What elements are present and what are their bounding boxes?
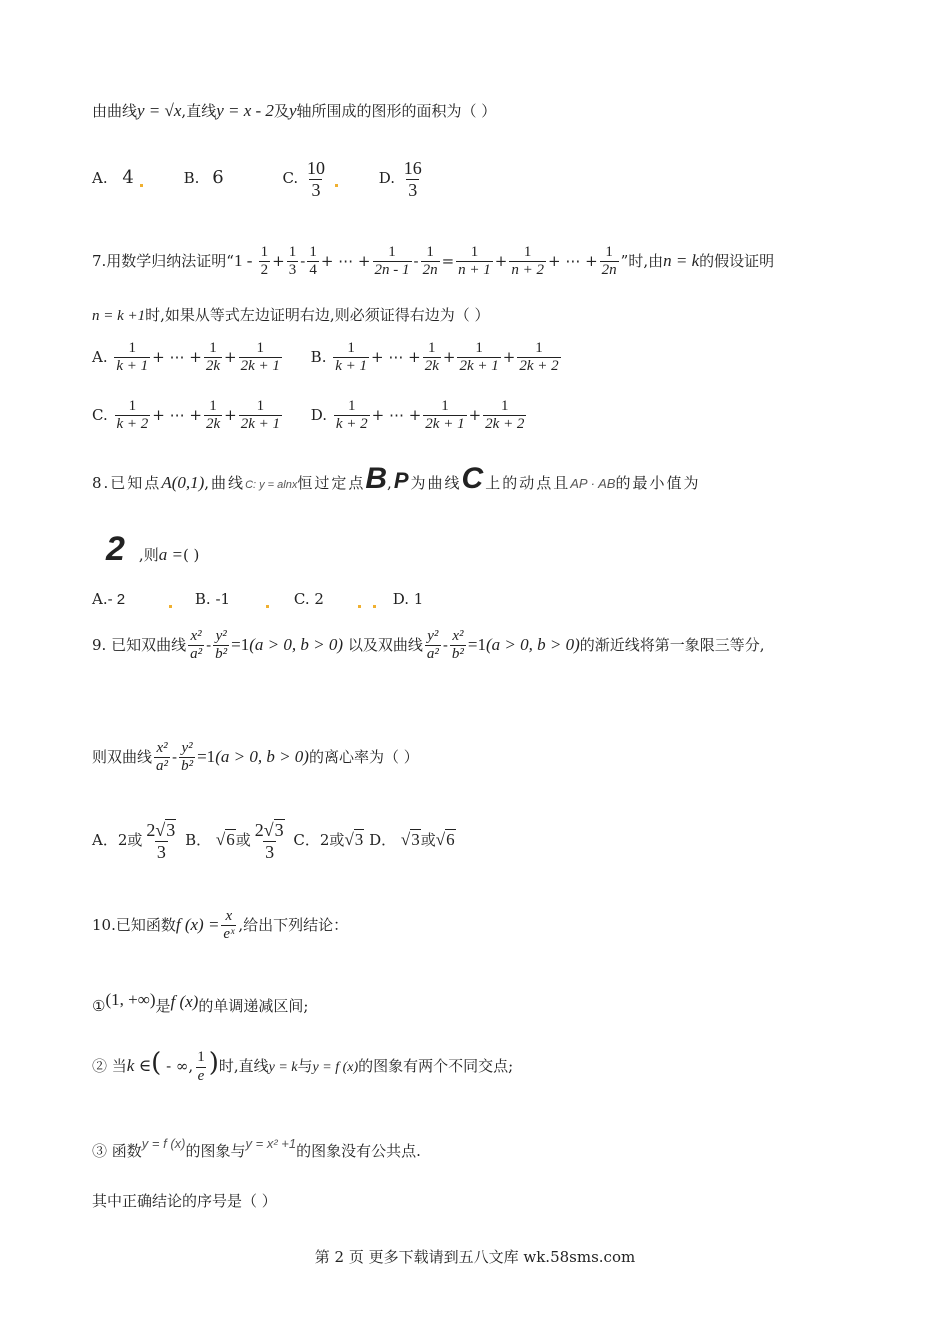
q10-final: 其中正确结论的序号是（ ） [92,1192,277,1210]
page-footer: 第 2 页 更多下载请到五八文库 wk.58sms.com [314,1248,636,1266]
q10-conclusion-3: ③ 函数y = f (x)的图象与y = x² +1的图象没有公共点. [92,1136,421,1160]
q6-stem: 由曲线y = √x,直线y = x - 2及y轴所围成的图形的面积为（ ） [92,101,497,120]
q6-options: A. 4 B. 6 C. $\frac{10}{3}$ D. $\frac{16}{3}$ [92,158,422,200]
q6-option-c-fraction: $\frac{10}{3}$ [306,158,325,200]
q7-stem: 7.用数学归纳法证明“1 - $\frac{1}{2}$ + $\frac{1}{3}$ - $\frac{1}{4}$ + ⋯ + $\frac{1}{2n - 1}$ - $\frac{1}{2n}$ = $\frac{1}{n + 1}$ + $\frac{1}{n + 2}$ + ⋯ + $\frac{1}{2n}$ ”时,由n = k的假设证明 [92,244,775,279]
q10-stem: 10.已知函数f (x) = $\frac{x}{\text{eˣ}}$ ,给出下列结论： [92,908,349,943]
q8-options: A.- 2 B. -1 C. 2 D. 1 [92,590,424,608]
q7-options-ab: A. $\frac{1}{k + 1}$ + ⋯ + $\frac{1}{2k}$ + $\frac{1}{2k + 1}$ B. $\frac{1}{k + 1}$ + ⋯ + $\frac{1}{2k}$ + $\frac{1}{2k + 1}$ + $\frac{1}{2k + 2}$ [92,340,559,375]
q6-line: y = x - 2 [216,101,274,120]
q6-option-d-fraction: $\frac{16}{3}$ [403,158,422,200]
q8-stem: 8.已知点A(0,1),曲线C: y = alnx恒过定点B,P为曲线C上的动点且AP · AB的最小值为 [92,462,701,495]
q8-line2: 2 ,则a =( ) [106,530,200,568]
q7-line2: n = k +1时,如果从等式左边证明右边,则必须证得右边为（ ） [92,306,490,324]
q10-conclusion-1: ①(1, +∞)是f (x)的单调递减区间; [92,990,309,1015]
q9-options: A．2或 $\frac{2√3}{3}$ B． √6或 $\frac{2√3}{3}$ C．2或√3 D． √3或√6 [92,820,455,862]
q7-options-cd: C. $\frac{1}{k + 2}$ + ⋯ + $\frac{1}{2k}$ + $\frac{1}{2k + 1}$ D. $\frac{1}{k + 2}$ + ⋯ + $\frac{1}{2k + 1}$ + $\frac{1}{2k + 2}$ [92,398,525,433]
q6-curve: y = √x [137,101,182,120]
q9-stem: 9. 已知双曲线 $\frac{\text{x²}}{\text{a²}}$ - $\frac{\text{y²}}{\text{b²}}$ =1(a > 0, b > 0) 以及双曲线 $\frac{\text{y²}}{\text{a²}}$ - $\frac{\text{x²}}{\text{b²}}$ =1(a > 0, b > 0)的渐近线将第一象限三等分, [92,628,765,663]
q10-conclusion-2: ② 当k ∈( - ∞, $\frac{1}{e}$ )时,直线y = k与y = f (x)的图象有两个不同交点; [92,1048,514,1084]
q9-line2: 则双曲线 $\frac{\text{x²}}{\text{a²}}$ - $\frac{\text{y²}}{\text{b²}}$ =1(a > 0, b > 0)的离心率为（ ） [92,740,419,775]
